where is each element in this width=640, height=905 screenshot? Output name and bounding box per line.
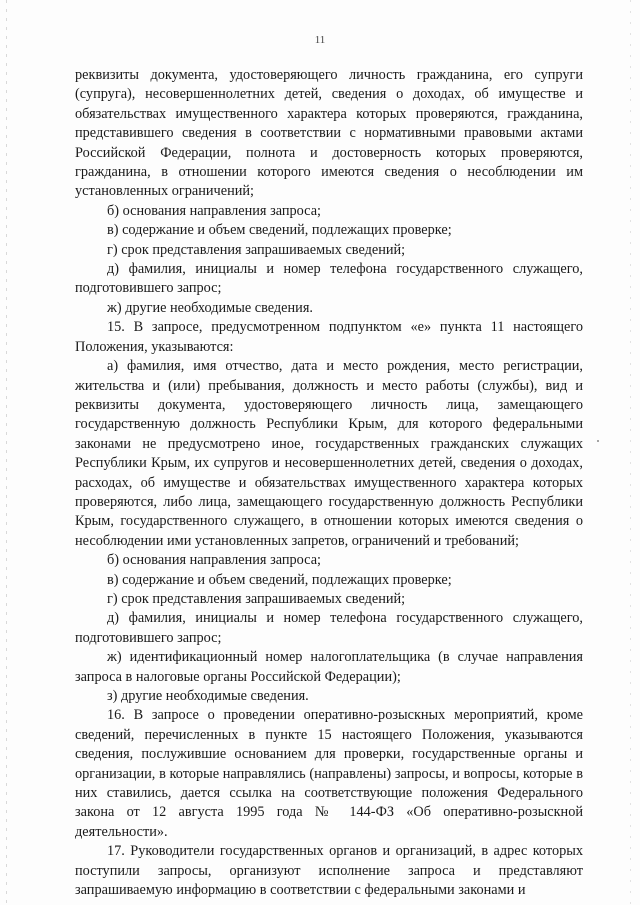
paragraph: реквизиты документа, удостоверяющего личность гражданина, его супруги (супруга), несовершеннолетних детей, сведения о доходах, об имуществе и обязательствах имущественного характера которых проверяются, гражданина, представившего сведения в соответствии с нормативными правовыми актами Российской Федерации, полнота и достоверность которых проверяются, гражданина, в отношении которого имеются сведения о несоблюдении им установленных ограничений; [75,67,583,200]
scan-speck [597,440,599,442]
paragraph: 16. В запросе о проведении оперативно-розыскных мероприятий, кроме сведений, перечисленных в пункте 15 настоящего Положения, указываются сведения, послужившие основанием для проверки, государственные органы и организации, в которые направлялись (направлены) запросы, и вопросы, которые в них ставились, дается ссылка на соответствующие положения Федерального закона от 12 августа 1995 года № 144-ФЗ «Об оперативно-розыскной деятельности». [75,707,583,840]
paragraph: ж) другие необходимые сведения. [107,299,313,316]
paragraph: з) другие необходимые сведения. [107,688,309,704]
paragraph: в) содержание и объем сведений, подлежащих проверке; [107,222,452,239]
paragraph: а) фамилия, имя отчество, дата и место рождения, место регистрации, жительства и (или) пребывания, должность и место работы (службы), вид и реквизиты документа, удостоверяющего личность лица, замещающего государственную должность Республики Крым, для которого федеральными законами не предусмотрено иное, государственных гражданских служащих Республики Крым, их супругов и несовершеннолетних детей, сведения о доходах, расходах, об имуществе и обязательствах имущественного характера которых проверяются, либо лица, замещающего государственную должность Республики Крым, государственного служащего, в отношении которых имеются сведения о несоблюдении ими установленных запретов, ограничений и требований; [75,358,583,549]
paragraph: г) срок представления запрашиваемых сведений; [107,241,406,258]
paragraph: 17. Руководители государственных органов и организаций, в адрес которых поступили запросы, организуют исполнение запроса и представляют запрашиваемую информацию в соответствии с федеральными законами и [75,843,583,899]
paragraph: ж) идентификационный номер налогоплательщика (в случае направления запроса в налоговые органы Российской Федерации); [75,649,583,685]
paragraph: б) основания направления запроса; [107,202,322,219]
paragraph: д) фамилия, инициалы и номер телефона государственного служащего, подготовившего запрос; [75,261,583,297]
paragraph: 15. В запросе, предусмотренном подпунктом «е» пункта 11 настоящего Положения, указываются: [75,319,583,355]
paragraph: д) фамилия, инициалы и номер телефона государственного служащего, подготовившего запрос; [75,610,583,646]
scan-edge-left [6,0,7,905]
document-body [75,66,583,900]
paragraph: г) срок представления запрашиваемых сведений; [107,590,406,607]
paragraph: в) содержание и объем сведений, подлежащих проверке; [107,571,452,588]
paragraph: б) основания направления запроса; [107,552,322,569]
scan-edge-right [630,0,631,905]
page-number: 11 [314,34,326,46]
